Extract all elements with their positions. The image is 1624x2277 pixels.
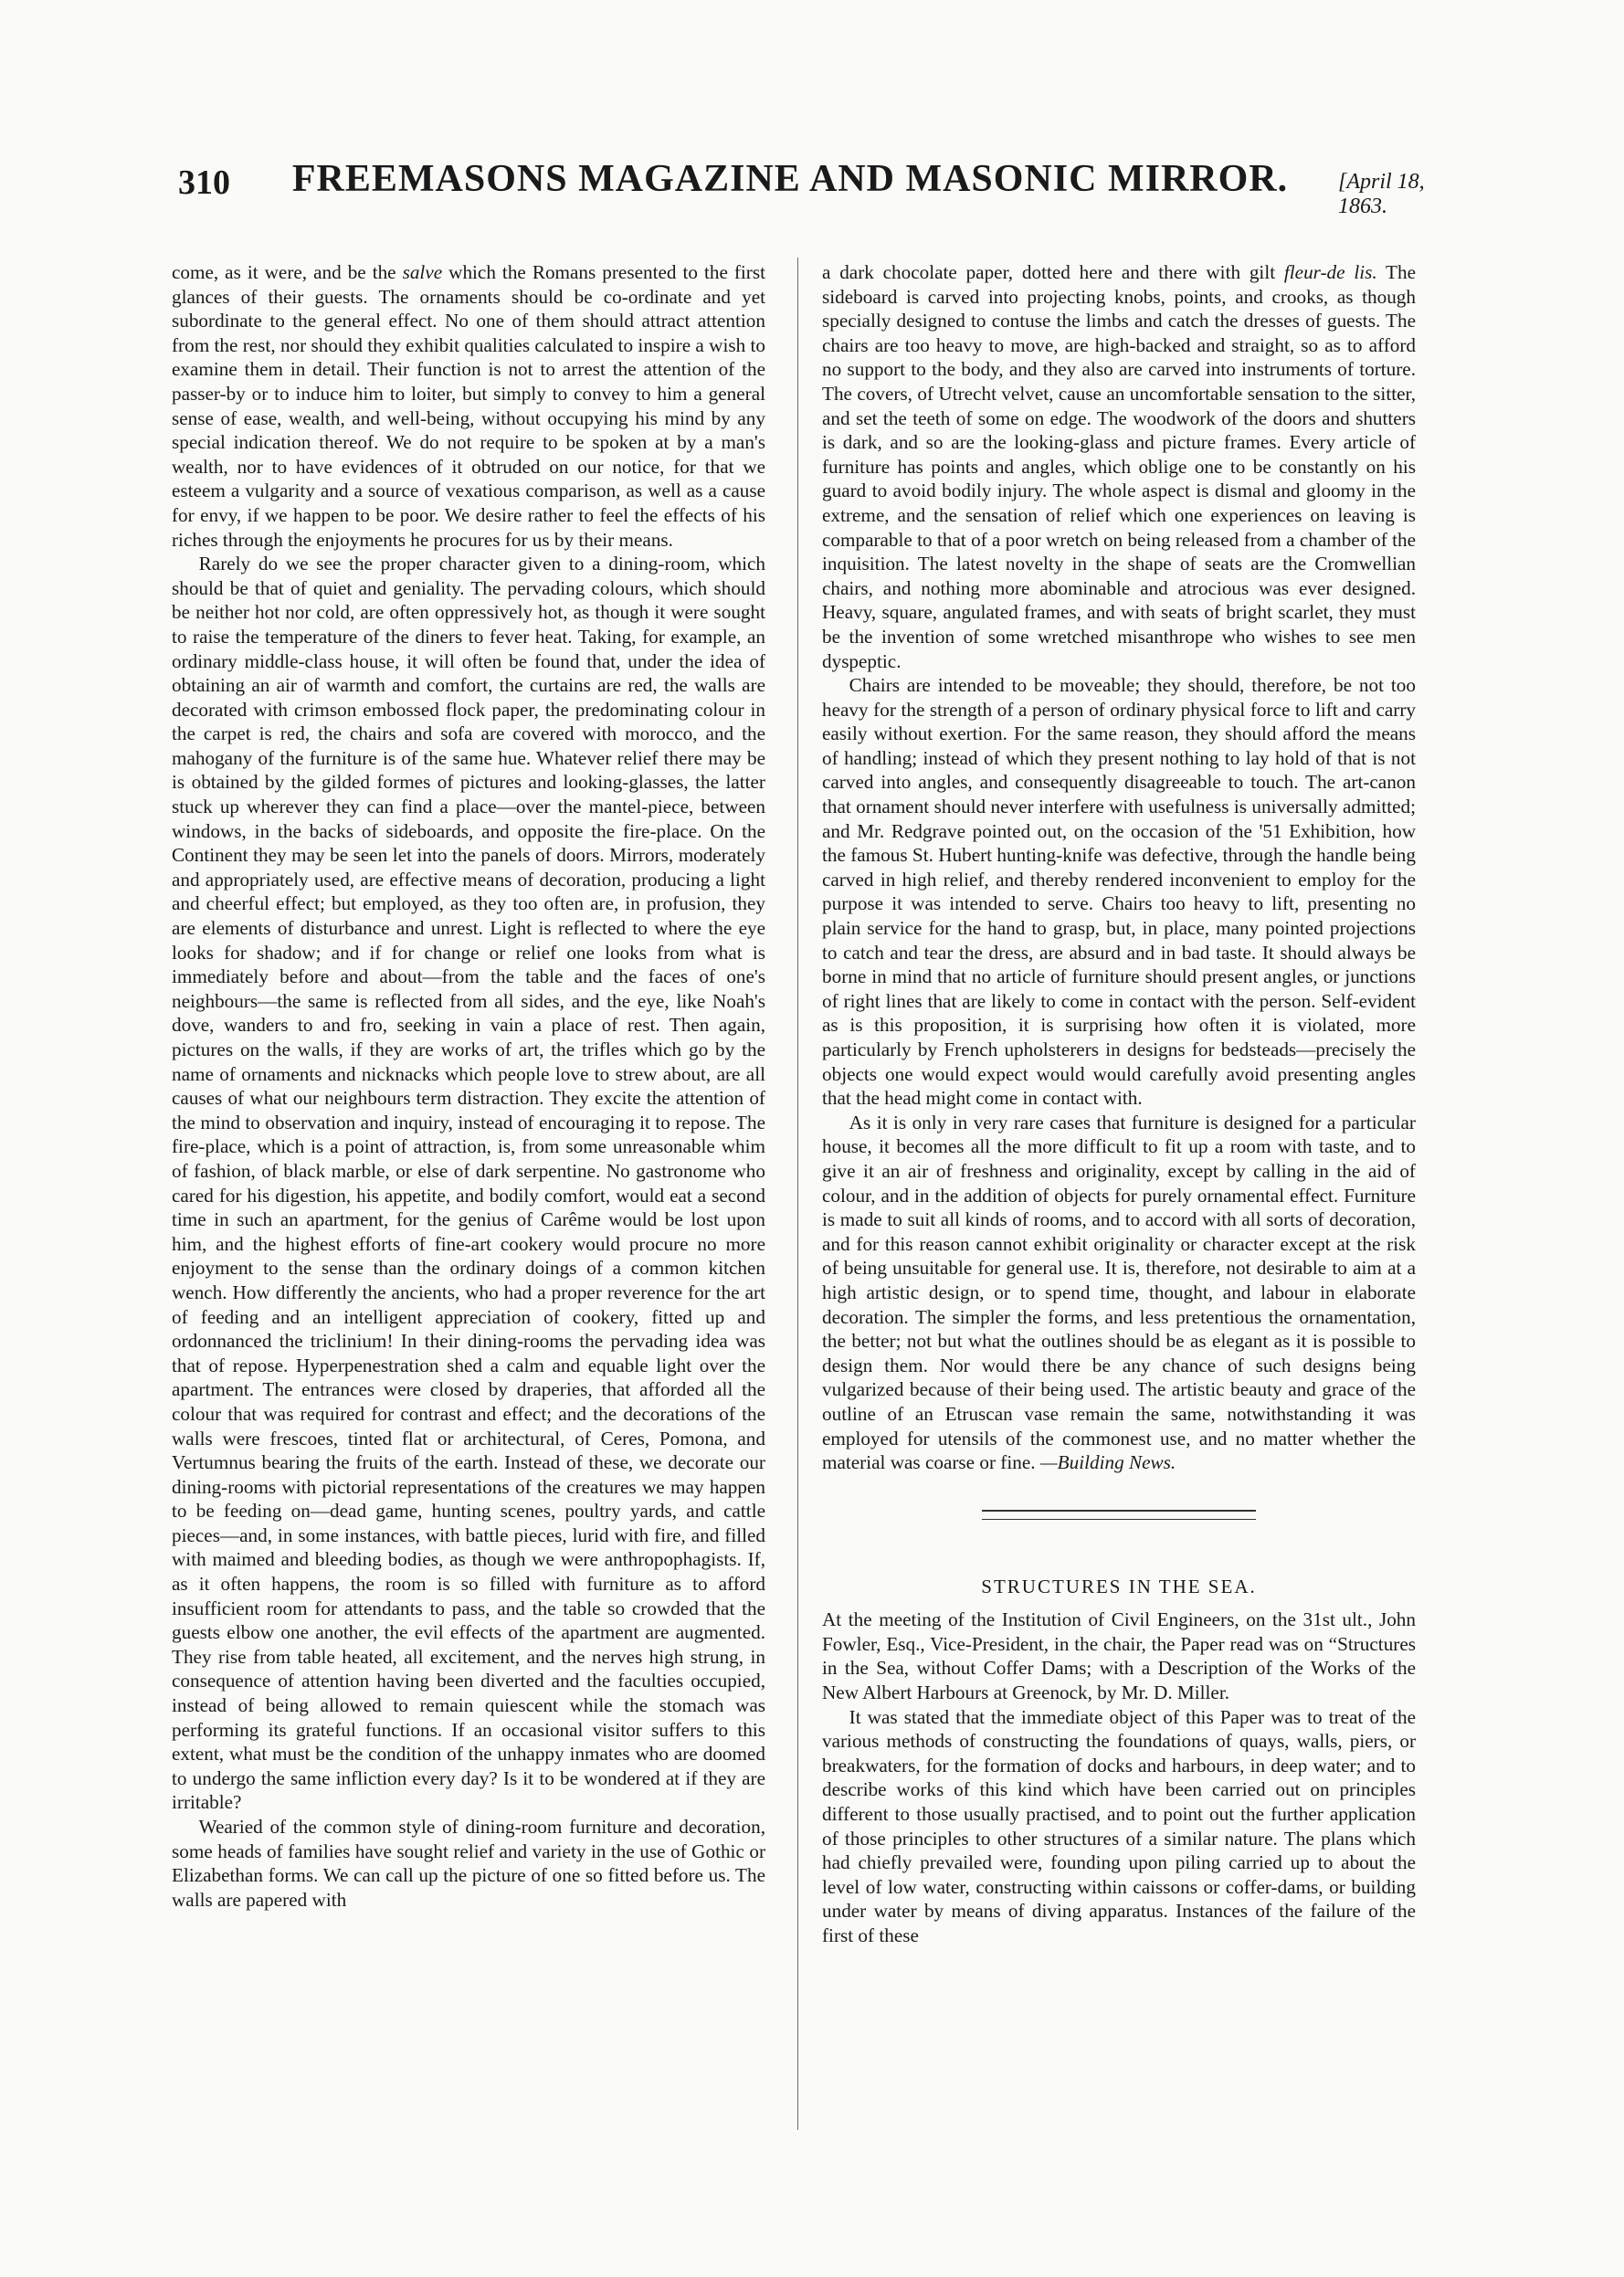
italic-term: salve: [402, 261, 443, 283]
column-divider: [797, 258, 798, 2130]
left-paragraph-1: [172, 260, 765, 552]
text-run: a dark chocolate paper, dotted here and there with gilt: [822, 261, 1284, 283]
left-paragraph-2: Rarely do we see the proper character given to a dining-room, which should be that of quiet and geniality. The pervading colours, which should be neither hot nor cold, are often oppressively hot, as though it were sought to raise the temperature of the diners to fever heat. Taking, for example, an ordinary middle-class house, it will often be found that, under the idea of obtaining an air of warmth and comfort, the curtains are red, the walls are decorated with crimson embossed flock paper, the predominating colour in the carpet is red, the chairs and sofa are covered with morocco, and the mahogany of the furniture is of the same hue. Whatever relief there may be is obtained by the gilded formes of pictures and looking-glasses, the latter stuck up wherever they can find a place—over the mantel-piece, between windows, in the backs of sideboards, and opposite the fire-place. On the Continent they may be seen let into the panels of doors. Mirrors, moderately and appropriately used, are effective means of decoration, producing a light and cheerful effect; but employed, as they too often are, in profusion, they are elements of disturbance and unrest. Light is reflected to where the eye looks for shadow; and if for change or relief one looks from what is immediately before and about—from the table and the faces of one's neighbours—the same is reflected from all sides, and the eye, like Noah's dove, wanders to and fro, seeking in vain a place of rest. Then again, pictures on the walls, if they are works of art, the trifles which go by the name of ornaments and nicknacks which people love to strew about, are all causes of what our neighbours term distraction. They excite the attention of the mind to observation and inquiry, instead of encouraging it to repose. The fire-place, which is a point of attraction, is, from some unreasonable whim of fashion, of black marble, or else of dark serpentine. No gastronome who cared for his digestion, his appetite, and bodily comfort, would eat a second time in such an apartment, for the genius of Carême would be lost upon him, and the highest efforts of fine-art cookery would procure no more enjoyment to the sense than the ordinary doings of a common kitchen wench. How differently the ancients, who had a proper reverence for the art of feeding and an intelligent appreciation of cookery, fitted up and ordonnanced the triclinium! In their dining-rooms the pervading idea was that of repose. Hyperpenestration shed a calm and equable light over the apartment. The entrances were closed by draperies, that afforded all the colour that was required for contrast and effect; and the decorations of the walls were frescoes, tinted flat or architectural, of Ceres, Pomona, and Vertumnus bearing the fruits of the earth. Instead of these, we decorate our dining-rooms with pictorial representations of the creatures we may happen to be feeding on—dead game, hunting scenes, poultry yards, and cattle pieces—and, in some instances, with battle pieces, lurid with fire, and filled with maimed and bleeding bodies, as though we were anthropophagists. If, as it often happens, the room is so filled with furniture as to afford insufficient room for attendants to pass, and the table so crowded that the guests elbow one another, the evil effects of the apartment are augmented. They rise from table heated, all excitement, and the nerves high strung, in consequence of attention having been diverted and the faculties occupied, instead of being allowed to remain quiescent while the stomach was performing its grateful functions. If an occasional visitor suffers to this extent, what must be the condition of the unhappy inmates who are doomed to undergo the same infliction every day? Is it to be wondered at if they are irritable?: [172, 553, 765, 1814]
right-paragraph-4: At the meeting of the Institution of Civil Engineers, on the 31st ult., John Fowler, Esq., Vice-President, in the chair, the Paper read was on “Structures in the Sea, without Coffer Dams; with a Description of the Works of the New Albert Harbours at Greenock, by Mr. D. Miller.: [822, 1608, 1416, 1704]
page-header: [178, 157, 1457, 218]
publication-title: FREEMASONS MAGAZINE AND MASONIC MIRROR.: [291, 158, 1289, 200]
right-paragraph-5: It was stated that the immediate object of this Paper was to treat of the various methods of constructing the foundations of quays, walls, piers, or breakwaters, for the formation of docks and harbours, in deep water; and to describe works of this kind which have been carried out on principles different to those usually practised, and to point out the further application of those principles to other structures of a similar nature. The plans which had chiefly prevailed were, founding upon piling carried up to about the level of low water, constructing within caissons or coffer-dams, or building under water by means of diving apparatus. Instances of the failure of the first of these: [822, 1705, 1416, 1946]
text-run: which the Romans presented to the first glances of their guests. The ornaments should be co-ordinate and yet subordinate to the general effect. No one of them should attract attention from the rest, nor should they exhibit qualities calculated to inspire a wish to examine them in detail. Their function is not to arrest the attention of the passer-by or to induce him to loiter, but simply to convey to him a general sense of ease, wealth, and well-being, without occupying his mind by any special indication thereof. We do not require to be spoken at by a man's wealth, nor to have evidences of it obtruded on our notice, for that we esteem a vulgarity and a source of vexatious comparison, as well as a cause for envy, if we happen to be poor. We desire rather to feel the effects of his riches through the enjoyments he procures for us by their means.: [172, 261, 765, 551]
text-run: come, as it were, and be the: [172, 261, 403, 283]
right-column: [822, 260, 1416, 1948]
issue-date: [April 18, 1863.: [1338, 170, 1425, 218]
left-paragraph-3: Wearied of the common style of dining-room furniture and decoration, some heads of families have sought relief and variety in the use of Gothic or Elizabethan forms. We can call up the picture of one so fitted before us. The walls are papered with: [172, 1816, 765, 1911]
right-paragraph-3: [822, 1111, 1416, 1475]
italic-term: fleur-de lis.: [1283, 261, 1377, 283]
section-title: STRUCTURES IN THE SEA.: [981, 1575, 1257, 1597]
right-paragraph-1: [822, 260, 1416, 673]
text-run: As it is only in very rare cases that furniture is designed for a particular house, it becomes all the more difficult to fit up a room with taste, and to give it an air of freshness and originality, except by calling in the aid of colour, and in the addition of objects for purely ornamental effect. Furniture is made to suit all kinds of rooms, and to accord with all sorts of decoration, and for this reason cannot exhibit originality or character except at the risk of being unsuitable for general use. It is, therefore, not desirable to aim at a high artistic design, or to spend time, thought, and labour in elaborate decoration. The simpler the forms, and less pretentious the ornamentation, the better; not but what the outlines should be as elegant as it is possible to design them. Nor would there be any chance of such designs being vulgarized because of their being used. The artistic beauty and grace of the outline of an Etruscan vase remain the same, notwithstanding it was employed for utensils of the commonest use, and no matter whether the material was coarse or fine.: [822, 1111, 1416, 1474]
text-run: The sideboard is carved into projecting knobs, points, and crooks, as though specially designed to contuse the limbs and catch the dresses of guests. The chairs are too heavy to move, are high-backed and straight, so as to afford no support to the body, and they also are carved into instruments of torture. The covers, of Utrecht velvet, cause an uncomfortable sensation to the sitter, and set the teeth of some on edge. The woodwork of the doors and shutters is dark, and so are the looking-glass and picture frames. Every article of furniture has points and angles, which oblige one to be constantly on his guard to avoid bodily injury. The whole aspect is dismal and gloomy in the extreme, and the sensation of relief which one experiences on leaving is comparable to that of a poor wretch on being released from a chamber of the inquisition. The latest novelty in the shape of seats are the Cromwellian chairs, and nothing more abominable and atrocious was ever designed. Heavy, square, angulated frames, and with seats of bright scarlet, they must be the invention of some wretched misanthrope who wishes to see men dyspeptic.: [822, 261, 1416, 672]
page-number: 310: [178, 163, 230, 202]
left-column: [172, 260, 765, 1912]
source-attribution: —Building News.: [1039, 1451, 1176, 1474]
section-divider: [982, 1510, 1256, 1520]
right-paragraph-2: Chairs are intended to be moveable; they should, therefore, be not too heavy for the strength of a person of ordinary physical force to lift and carry easily without exertion. For the same reason, they should afford the means of handling; instead of which they present nothing to lay hold of that is not carved into angles, and consequently disagreeable to touch. The art-canon that ornament should never interfere with usefulness is universally admitted; and Mr. Redgrave pointed out, on the occasion of the '51 Exhibition, how the famous St. Hubert hunting-knife was defective, through the handle being carved in high relief, and thereby rendered inconvenient to employ for the purpose it was intended to serve. Chairs too heavy to lift, presenting no plain service for the hand to grasp, but, in place, many pointed projections to catch and tear the dress, are absurd and in bad taste. It should always be borne in mind that no article of furniture should present angles, or junctions of right lines that are likely to come in contact with the person. Self-evident as is this proposition, it is surprising how often it is violated, more particularly by French upholsterers in designs for bedsteads—precisely the objects one would expect would would carefully avoid presenting angles that the head might come in contact with.: [822, 674, 1416, 1110]
